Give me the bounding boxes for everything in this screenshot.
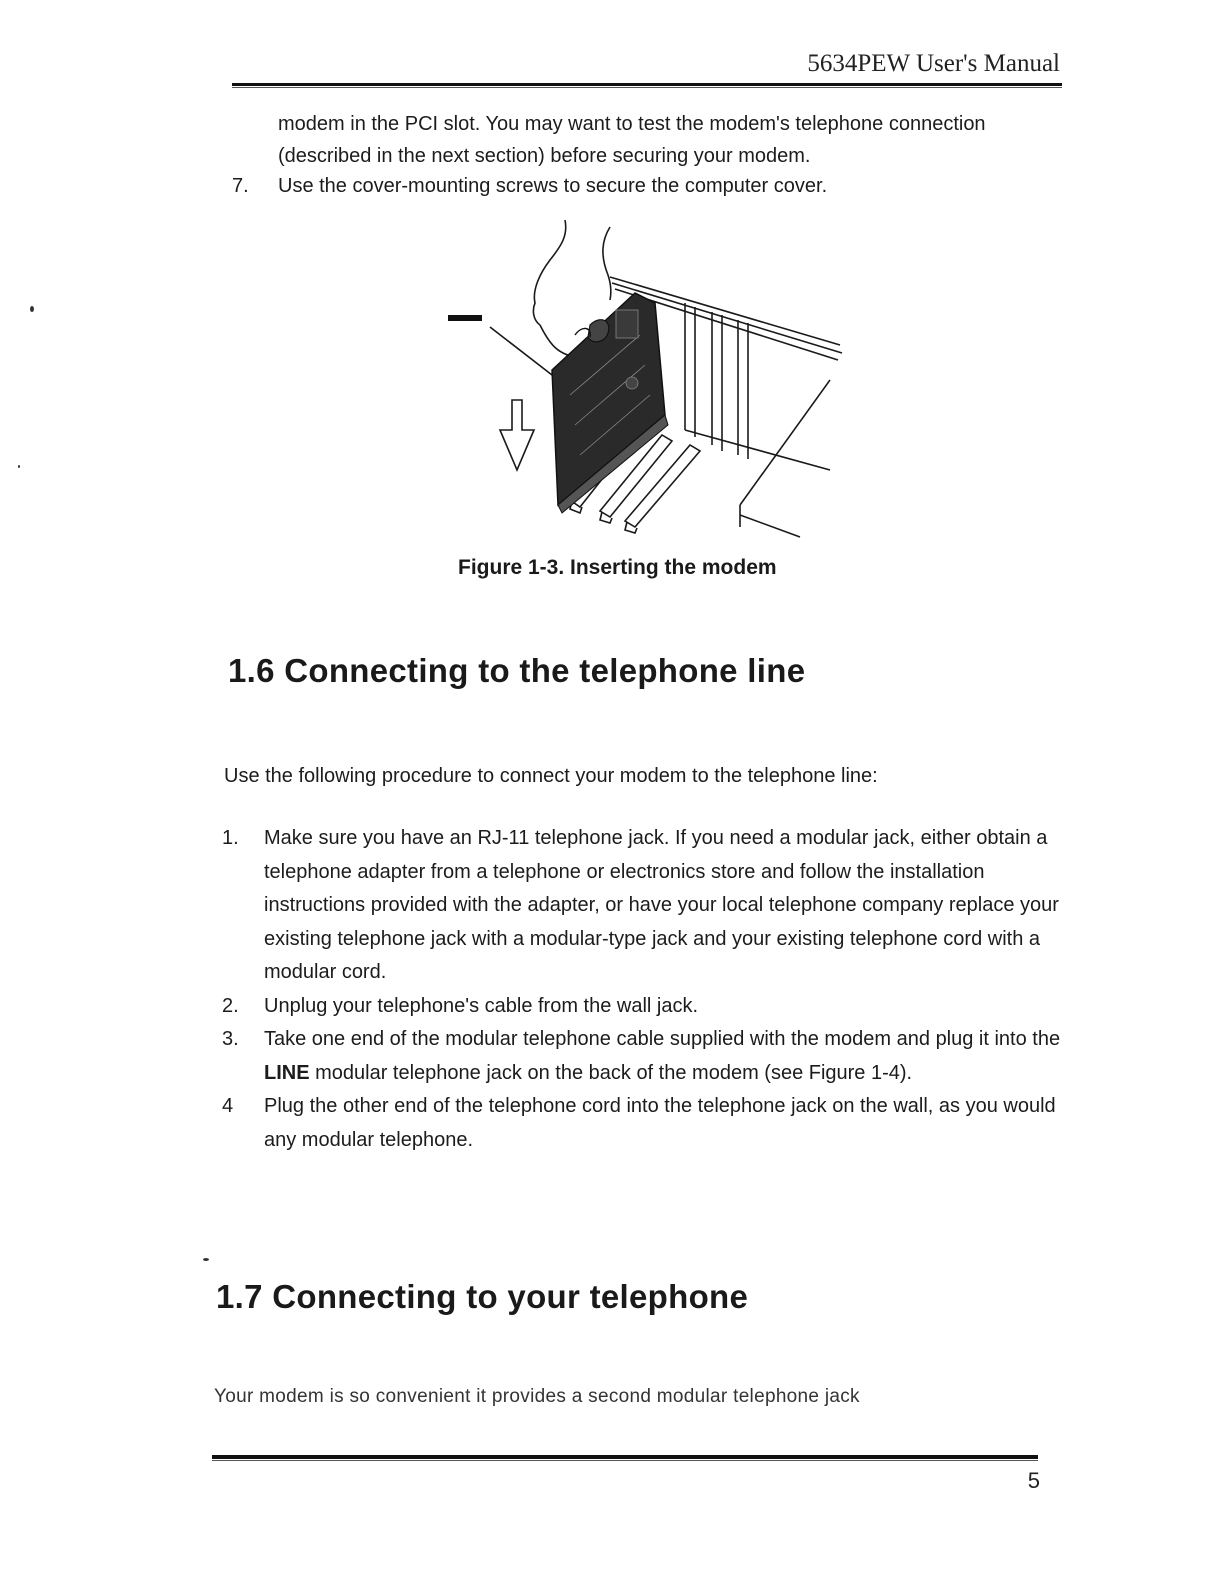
procedure-steps	[222, 822, 1062, 1157]
page-number: 5	[1027, 1468, 1040, 1493]
footer-rule	[212, 1455, 1038, 1459]
step-number: 7.	[232, 175, 249, 197]
step-number: 3.	[222, 1028, 239, 1050]
list-item	[222, 822, 1062, 990]
section-heading-1-7: 1.7 Connecting to your telephone	[216, 1278, 749, 1315]
header-rule-thin	[232, 87, 1062, 88]
modem-insertion-illustration	[440, 215, 860, 545]
line-jack-label: LINE	[264, 1061, 310, 1084]
step-text: Plug the other end of the telephone cord into the telephone jack on the wall, as you would any modular telephone.	[264, 1095, 1056, 1151]
list-item	[222, 990, 1062, 1024]
section-heading-1-6: 1.6 Connecting to the telephone line	[228, 652, 806, 689]
scan-speck	[18, 465, 20, 468]
step-text: Unplug your telephone's cable from the wall jack.	[264, 994, 699, 1017]
step-text: Make sure you have an RJ-11 telephone jack. If you need a modular jack, either obtain a telephone adapter from a telephone or electronics store and follow the installation instructions provided with the adapter, or have your local telephone company replace your existing telephone jack with a modular-type jack and your existing telephone cord with a modular cord.	[264, 827, 1059, 983]
step-number: 1.	[222, 827, 239, 849]
step-number: 4	[222, 1095, 234, 1117]
step-text-before: Take one end of the modular telephone cable supplied with the modem and plug it into the	[264, 1028, 1061, 1050]
header-rule	[232, 83, 1062, 86]
list-item	[222, 1023, 1062, 1090]
step-number: 2.	[222, 994, 239, 1017]
step-text-after: modular telephone jack on the back of the modem (see Figure 1-4).	[309, 1061, 913, 1084]
modem-insertion-figure	[440, 215, 860, 545]
figure-caption: Figure 1-3. Inserting the modem	[458, 556, 777, 579]
intro-continuation: modem in the PCI slot. You may want to test the modem's telephone connection (described in the next section) before securing your modem.	[278, 113, 986, 167]
section-1-6-intro: Use the following procedure to connect your modem to the telephone line:	[224, 765, 878, 787]
scan-speck	[203, 1258, 209, 1261]
list-item	[222, 1090, 1062, 1157]
header-title: 5634PEW User's Manual	[807, 50, 1060, 77]
scan-speck	[30, 306, 34, 312]
step-text: Use the cover-mounting screws to secure the computer cover.	[278, 175, 828, 197]
footer-rule-thin	[212, 1460, 1038, 1461]
section-1-7-body: Your modem is so convenient it provides a second modular telephone jack	[214, 1386, 860, 1407]
